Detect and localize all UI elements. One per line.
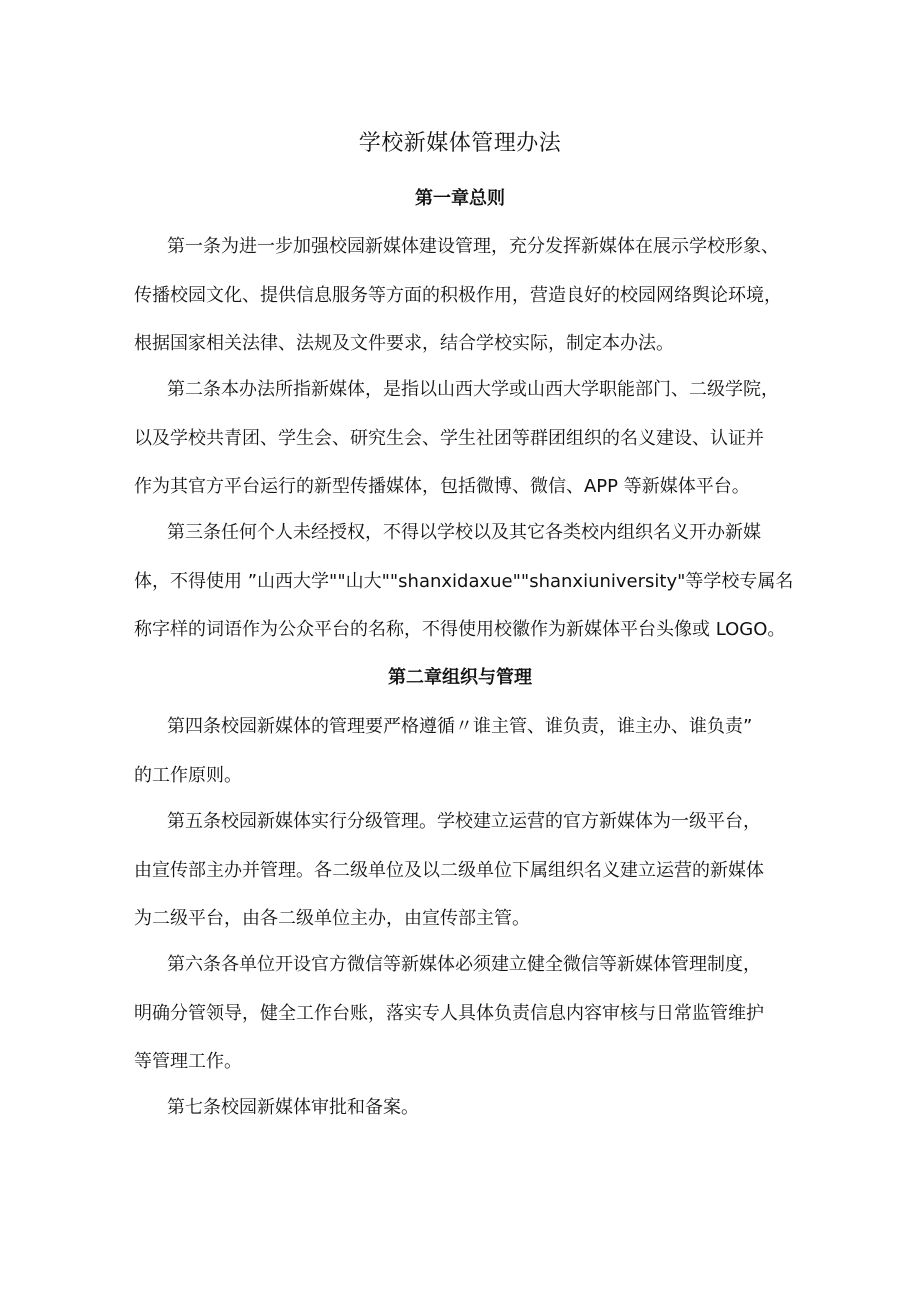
- article-3-line: 第三条任何个人未经授权，不得以学校以及其它各类校内组织名义开办新媒: [167, 522, 761, 543]
- article-5-line: 第五条校园新媒体实行分级管理。学校建立运营的官方新媒体为一级平台，: [167, 811, 761, 832]
- article-7: [134, 1084, 794, 1133]
- article-6-line: 明确分管领导，健全工作台账，落实专人具体负责信息内容审核与日常监管维护: [134, 1002, 764, 1024]
- article-2-line: 以及学校共青团、学生会、研究生会、学生社团等群团组织的名义建设、认证并: [134, 427, 764, 449]
- article-2-line: 作为其官方平台运行的新型传播媒体，包括微博、微信、APP 等新媒体平台。: [134, 476, 750, 497]
- article-4-line: 的工作原则。: [134, 764, 242, 786]
- article-6: [134, 941, 794, 1087]
- article-1: [134, 223, 794, 369]
- article-6-line: 等管理工作。: [134, 1051, 242, 1072]
- chapter-2-heading: 第二章组织与管理: [388, 667, 532, 688]
- article-3-line: 称字样的词语作为公众平台的名称，不得使用校徽作为新媒体平台头像或 LOGO。: [134, 619, 786, 640]
- article-3-line: 体，不得使用 ”山西大学""山大""shanxidaxue""shanxiuniversity"等学校专属名: [134, 570, 794, 592]
- document-title: 学校新媒体管理办法: [358, 131, 562, 156]
- article-7-line: 第七条校园新媒体审批和备案。: [167, 1097, 419, 1118]
- article-5: [134, 798, 794, 944]
- article-2: [134, 366, 794, 512]
- article-1-line: 根据国家相关法律、法规及文件要求，结合学校实际，制定本办法。: [134, 333, 674, 354]
- article-1-line: 传播校园文化、提供信息服务等方面的积极作用，营造良好的校园网络舆论环境，: [134, 284, 782, 306]
- article-6-line: 第六条各单位开设官方微信等新媒体必须建立健全微信等新媒体管理制度，: [167, 954, 761, 975]
- article-4-line: 第四条校园新媒体的管理要严格遵循〃谁主管、谁负责，谁主办、谁负责”: [167, 716, 753, 737]
- article-5-line: 为二级平台，由各二级单位主办，由宣传部主管。: [134, 908, 530, 929]
- article-4: [134, 703, 794, 800]
- article-3: [134, 509, 794, 655]
- chapter-1-heading: 第一章总则: [415, 188, 505, 209]
- article-2-line: 第二条本办法所指新媒体，是指以山西大学或山西大学职能部门、二级学院，: [167, 379, 779, 400]
- article-1-line: 第一条为进一步加强校园新媒体建设管理，充分发挥新媒体在展示学校形象、: [167, 236, 779, 257]
- article-5-line: 由宣传部主办并管理。各二级单位及以二级单位下属组织名义建立运营的新媒体: [134, 859, 764, 881]
